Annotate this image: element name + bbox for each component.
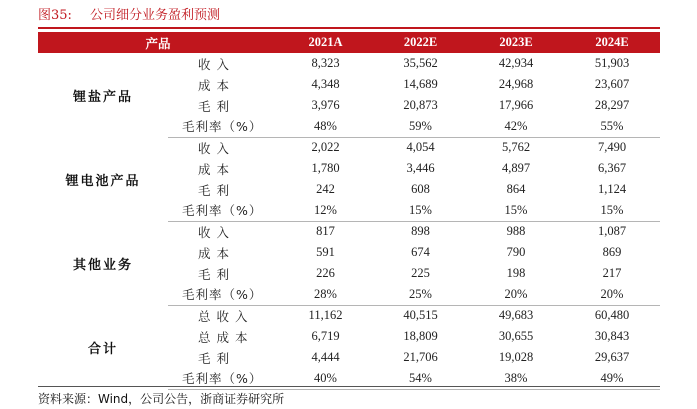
- row-item-label: 总收入: [198, 308, 254, 324]
- value-cell: 42,934: [498, 56, 534, 70]
- value-cell: 4,054: [406, 140, 435, 155]
- table-row: [38, 221, 660, 242]
- value-cell: 24,968: [498, 77, 534, 91]
- value-cell: 20%: [564, 284, 660, 305]
- value-cell: 674: [411, 245, 430, 259]
- table-row: [38, 53, 660, 74]
- value-cell: 49%: [564, 368, 660, 389]
- value-cell: 35,562: [403, 56, 438, 70]
- value-cell: 12%: [278, 200, 373, 221]
- value-cell: 38%: [468, 368, 564, 389]
- value-cell: 40%: [278, 368, 373, 389]
- value-cell: 60,480: [594, 308, 630, 323]
- value-cell: 15%: [564, 200, 660, 221]
- row-item-label: 收入: [198, 224, 236, 240]
- group-label: 锂盐产品: [72, 89, 133, 105]
- value-cell: 30,843: [594, 329, 630, 343]
- row-item-label: 毛利: [198, 266, 236, 282]
- value-cell: 28%: [278, 284, 373, 305]
- row-item-label: 毛利: [198, 350, 236, 366]
- group-label: 其他业务: [72, 257, 133, 273]
- value-cell: 5,762: [501, 140, 531, 155]
- value-cell: 59%: [373, 116, 468, 137]
- value-cell: 51,903: [594, 56, 630, 70]
- value-cell: 21,706: [403, 350, 438, 364]
- value-cell: 19,028: [498, 350, 534, 364]
- table-row: [38, 137, 660, 158]
- value-cell: 11,162: [308, 308, 343, 323]
- header-2024e: 2024E: [564, 32, 660, 53]
- value-cell: 55%: [564, 116, 660, 137]
- value-cell: 4,897: [501, 161, 531, 175]
- value-cell: 4,348: [311, 77, 340, 91]
- row-item-label: 毛利: [198, 182, 236, 198]
- table-body: [38, 53, 660, 389]
- value-cell: 898: [411, 224, 430, 239]
- value-cell: 14,689: [403, 77, 438, 91]
- row-item-label: 毛利率（%）: [168, 284, 278, 305]
- value-cell: 3,446: [406, 161, 435, 175]
- source-note: 资料来源：Wind，公司公告，浙商证券研究所: [38, 392, 285, 406]
- value-cell: 790: [506, 245, 526, 259]
- value-cell: 817: [316, 224, 335, 239]
- value-cell: 1,087: [597, 224, 627, 239]
- group-label: 合计: [87, 341, 118, 357]
- figure-number: 图35:: [38, 8, 72, 23]
- row-item-label: 毛利: [198, 98, 236, 114]
- value-cell: 988: [506, 224, 526, 239]
- value-cell: 242: [316, 182, 335, 196]
- value-cell: 869: [602, 245, 622, 259]
- footer-rule: [38, 386, 660, 387]
- row-item-label: 收入: [198, 140, 236, 156]
- table-row: [38, 305, 660, 326]
- value-cell: 3,976: [311, 98, 340, 112]
- value-cell: 42%: [468, 116, 564, 137]
- table-header-row: [38, 32, 660, 53]
- figure-caption: 公司细分业务盈利预测: [90, 8, 221, 23]
- value-cell: 217: [602, 266, 622, 280]
- value-cell: 20,873: [403, 98, 438, 112]
- value-cell: 15%: [373, 200, 468, 221]
- value-cell: 20%: [468, 284, 564, 305]
- row-item-label: 毛利率（%）: [168, 200, 278, 221]
- value-cell: 54%: [373, 368, 468, 389]
- value-cell: 30,655: [498, 329, 534, 343]
- value-cell: 48%: [278, 116, 373, 137]
- value-cell: 608: [411, 182, 430, 196]
- header-product: 产品: [38, 32, 278, 53]
- value-cell: 49,683: [498, 308, 534, 323]
- row-item-label: 收入: [198, 56, 236, 72]
- value-cell: 1,124: [597, 182, 627, 196]
- value-cell: 7,490: [597, 140, 627, 155]
- figure-title: [38, 6, 220, 26]
- value-cell: 6,719: [311, 329, 340, 343]
- value-cell: 864: [506, 182, 526, 196]
- row-item-label: 成本: [198, 245, 236, 261]
- value-cell: 18,809: [403, 329, 438, 343]
- value-cell: 40,515: [403, 308, 438, 323]
- value-cell: 17,966: [498, 98, 534, 112]
- header-2023e: 2023E: [468, 32, 564, 53]
- group-label: 锂电池产品: [65, 173, 141, 189]
- value-cell: 198: [506, 266, 526, 280]
- value-cell: 8,323: [311, 56, 340, 70]
- value-cell: 226: [316, 266, 335, 280]
- value-cell: 6,367: [597, 161, 627, 175]
- value-cell: 2,022: [311, 140, 340, 155]
- value-cell: 1,780: [311, 161, 340, 175]
- value-cell: 15%: [468, 200, 564, 221]
- header-2022e: 2022E: [373, 32, 468, 53]
- row-item-label: 总成本: [198, 329, 254, 345]
- value-cell: 23,607: [594, 77, 630, 91]
- profit-forecast-table: [38, 32, 660, 390]
- row-item-label: 毛利率（%）: [168, 116, 278, 137]
- value-cell: 225: [411, 266, 430, 280]
- value-cell: 29,637: [594, 350, 630, 364]
- row-item-label: 成本: [198, 161, 236, 177]
- row-item-label: 毛利率（%）: [168, 368, 278, 389]
- header-2021a: 2021A: [278, 32, 373, 53]
- value-cell: 25%: [373, 284, 468, 305]
- value-cell: 28,297: [594, 98, 630, 112]
- title-rule: [38, 27, 660, 29]
- value-cell: 591: [316, 245, 335, 259]
- row-item-label: 成本: [198, 77, 236, 93]
- value-cell: 4,444: [311, 350, 340, 364]
